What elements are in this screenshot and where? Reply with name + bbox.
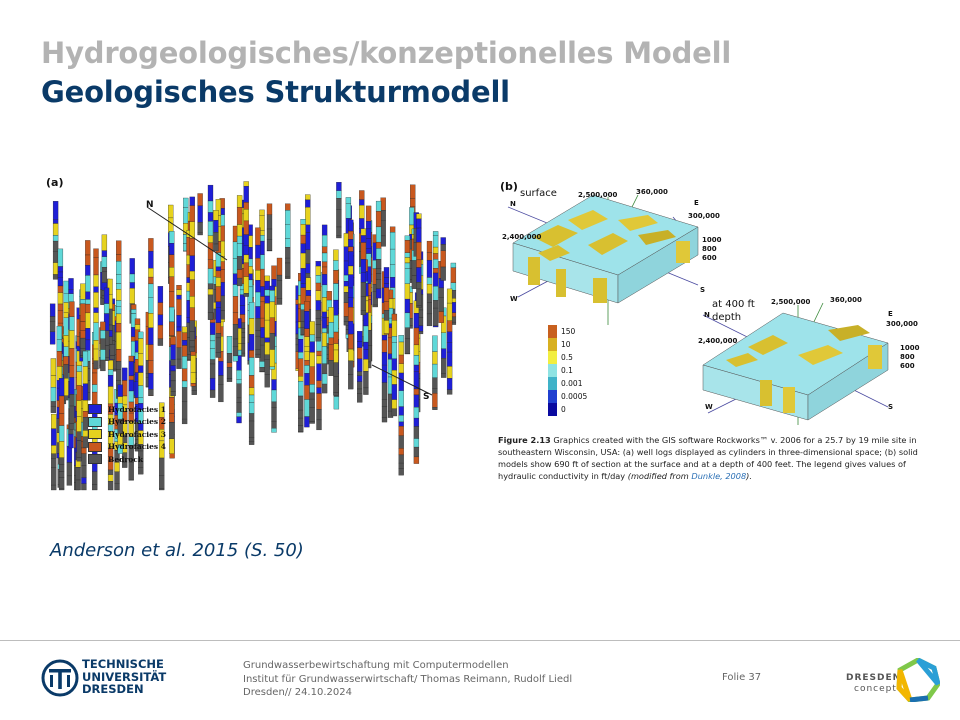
panel-b-label: (b) bbox=[500, 180, 518, 193]
literature-reference: Anderson et al. 2015 (S. 50) bbox=[50, 540, 304, 561]
depth-block-label: at 400 ft depth bbox=[712, 299, 755, 323]
footer-info: Grundwasserbewirtschaftung mit Computermodellen Institut für Grundwasserwirtschaft/ Thomas Reimann, Rudolf Liedl Dresden// 24.10.2024 bbox=[243, 660, 573, 698]
caption-source-prefix: (modified from bbox=[627, 471, 692, 481]
depth-label: 800 bbox=[900, 353, 915, 361]
compass-label: N bbox=[704, 311, 710, 319]
colorbar-step: 10 bbox=[548, 338, 587, 351]
coord-label: 2,500,000 bbox=[771, 298, 811, 306]
compass-label: S bbox=[700, 286, 706, 294]
university-name: TECHNISCHE UNIVERSITÄT DRESDEN bbox=[82, 657, 167, 696]
compass-label: W bbox=[705, 403, 713, 411]
depth-label: 600 bbox=[900, 362, 915, 370]
south-label-a: S bbox=[423, 392, 430, 402]
legend-item: Bedrock bbox=[88, 453, 166, 466]
panel-a-label: (a) bbox=[46, 176, 64, 189]
colorbar-step: 150 bbox=[548, 325, 587, 338]
colorbar-step: 0 bbox=[548, 403, 587, 416]
legend-item: Hydrofacies 4 bbox=[88, 441, 166, 454]
hydrofacies-legend bbox=[88, 403, 166, 466]
colorbar-step: 0.5 bbox=[548, 351, 587, 364]
compass-label: S bbox=[888, 403, 894, 411]
tu-dresden-logo-icon bbox=[40, 658, 80, 698]
legend-item: Hydrofacies 3 bbox=[88, 428, 166, 441]
depth-label: 1000 bbox=[900, 344, 920, 352]
surface-label: surface bbox=[520, 188, 557, 199]
depth-label: 600 bbox=[702, 254, 717, 262]
coord-label: 300,000 bbox=[688, 212, 720, 220]
legend-item: Hydrofacies 1 bbox=[88, 403, 166, 416]
slide-number: Folie 37 bbox=[722, 672, 762, 683]
coord-label: 360,000 bbox=[636, 188, 668, 196]
depth-label: 800 bbox=[702, 245, 717, 253]
coord-label: 360,000 bbox=[830, 296, 862, 304]
slide-supertitle: Hydrogeologisches/konzeptionelles Modell bbox=[41, 36, 732, 70]
slide-title: Geologisches Strukturmodell bbox=[41, 75, 510, 109]
colorbar-step: 0.001 bbox=[548, 377, 587, 390]
coord-label: 2,400,000 bbox=[502, 233, 542, 241]
coord-label: 2,500,000 bbox=[578, 191, 618, 199]
compass-label: W bbox=[510, 295, 518, 303]
caption-text: Graphics created with the GIS software Rockworks™ v. 2006 for a 25.7 by 19 mile site in southeastern Wisconsin, USA: (a) well logs displayed as cylinders in three-dimensional space; (b) solid models show 690 ft of section at the surface and at a depth of 400 feet. The legend gives values of hydraulic conductivity in ft/day bbox=[498, 435, 918, 481]
compass-label: E bbox=[888, 310, 893, 318]
north-label-a: N bbox=[146, 200, 154, 210]
dresden-concept-logo-icon bbox=[896, 658, 940, 702]
footer-divider bbox=[0, 640, 960, 641]
compass-label: N bbox=[510, 200, 516, 208]
legend-item: Hydrofacies 2 bbox=[88, 416, 166, 429]
figure-caption bbox=[498, 434, 928, 482]
caption-source-link[interactable]: Dunkle, 2008 bbox=[691, 471, 747, 481]
caption-source-suffix: ). bbox=[746, 471, 752, 481]
coord-label: 2,400,000 bbox=[698, 337, 738, 345]
colorbar-step: 0.0005 bbox=[548, 390, 587, 403]
conductivity-colorbar bbox=[548, 325, 587, 416]
depth-label: 1000 bbox=[702, 236, 722, 244]
compass-label: E bbox=[694, 199, 699, 207]
caption-figure-number: Figure 2.13 bbox=[498, 435, 551, 445]
dresden-concept-wordmark: DRESDEN concept bbox=[846, 673, 902, 694]
colorbar-step: 0.1 bbox=[548, 364, 587, 377]
coord-label: 300,000 bbox=[886, 320, 918, 328]
